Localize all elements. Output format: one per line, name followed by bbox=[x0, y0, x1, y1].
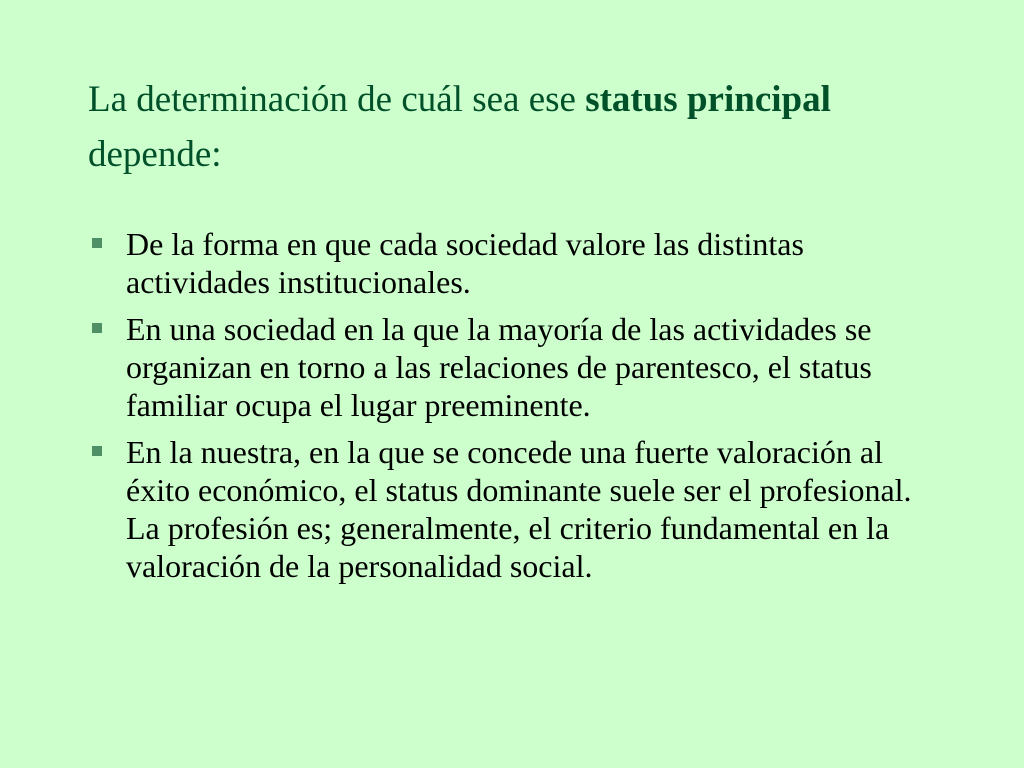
bullet-text: En una sociedad en la que la mayoría de las actividades se organizan en torno a las relaciones de parentesco, el status familiar ocupa el lugar preeminente. bbox=[126, 311, 872, 423]
bullet-text: En la nuestra, en la que se concede una fuerte valoración al éxito económico, el status dominante suele ser el profesional. La profesión es; generalmente, el criterio fundamental en la valoración de la personalidad social. bbox=[126, 434, 912, 584]
bullet-text: De la forma en que cada sociedad valore las distintas actividades institucionales. bbox=[126, 226, 804, 300]
title-part-1: La determinación de cuál sea ese bbox=[88, 79, 586, 120]
slide-title bbox=[88, 72, 948, 182]
square-bullet-icon bbox=[92, 323, 102, 333]
square-bullet-icon bbox=[92, 446, 102, 456]
title-part-2: depende: bbox=[88, 134, 222, 175]
bullet-item bbox=[88, 225, 948, 301]
bullet-item bbox=[88, 310, 948, 424]
bullet-list bbox=[88, 225, 948, 594]
bullet-item bbox=[88, 433, 948, 585]
square-bullet-icon bbox=[92, 238, 102, 248]
title-emphasis: status principal bbox=[585, 79, 831, 120]
